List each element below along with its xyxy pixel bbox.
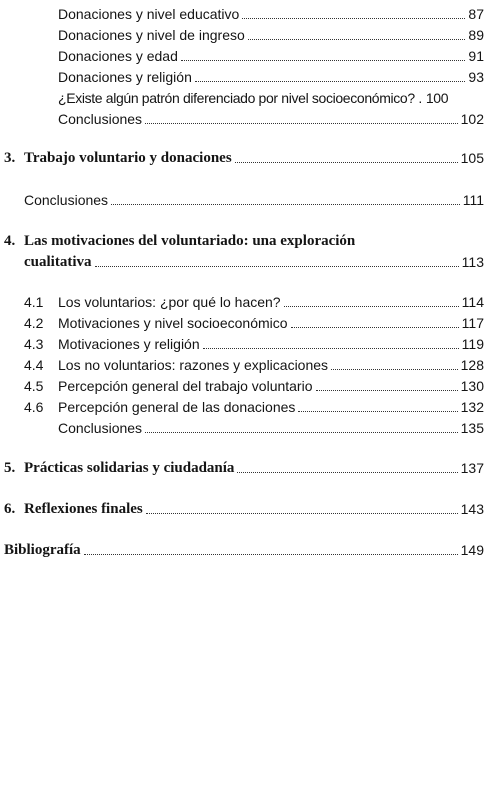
toc-entry-page: 132 (460, 399, 484, 415)
toc-entry-donaciones-edad (58, 47, 484, 65)
toc-entry-label: Las motivaciones del voluntariado: una exploración (24, 233, 356, 249)
toc-entry-label: ¿Existe algún patrón diferenciado por nivel socioeconómico? . (58, 90, 422, 106)
toc-section-number: 4.1 (24, 294, 44, 310)
leader-dots (284, 305, 459, 307)
toc-entry-page: 130 (460, 378, 484, 394)
toc-entry-label: Conclusiones (24, 192, 109, 208)
toc-entry-label: Reflexiones finales (24, 501, 143, 517)
toc-entry-conclusiones (58, 419, 484, 437)
toc-entry-label: cualitativa (24, 254, 92, 270)
toc-entry-label: Bibliografía (4, 542, 81, 558)
toc-entry-label: Donaciones y nivel de ingreso (58, 27, 245, 43)
toc-chapter-number: 3. (4, 150, 16, 166)
toc-entry-page: 128 (460, 357, 484, 373)
toc-entry-label: Los no voluntarios: razones y explicaciones (58, 357, 329, 373)
toc-entry-conclusiones (24, 191, 484, 209)
toc-section-4-1 (24, 293, 484, 311)
toc-section-number: 4.5 (24, 378, 44, 394)
toc-entry-label: Donaciones y nivel educativo (58, 6, 240, 22)
toc-chapter-number: 5. (4, 460, 16, 476)
leader-dots (145, 122, 458, 124)
toc-section-4-5 (24, 377, 484, 395)
toc-entry-page: 91 (468, 48, 484, 64)
toc-entry-label: Prácticas solidarias y ciudadanía (24, 460, 235, 476)
toc-entry-label: Percepción general de las donaciones (58, 399, 296, 415)
toc-entry-patron-socioeconomico (58, 89, 484, 107)
leader-dots (291, 326, 459, 328)
leader-dots (331, 368, 458, 370)
toc-entry-label: Conclusiones (58, 420, 143, 436)
toc-chapter-4-line-1 (4, 232, 355, 250)
leader-dots (242, 17, 465, 19)
toc-entry-page: 117 (461, 315, 484, 331)
toc-entry-label: Motivaciones y nivel socioeconómico (58, 315, 288, 331)
toc-chapter-number: 4. (4, 233, 16, 249)
toc-section-4-3 (24, 335, 484, 353)
toc-chapter-6 (4, 500, 484, 518)
toc-chapter-3 (4, 149, 484, 167)
toc-entry-page: 102 (460, 111, 484, 127)
leader-dots (95, 265, 459, 267)
toc-entry-page: 93 (468, 69, 484, 85)
toc-entry-page: 135 (460, 420, 484, 436)
toc-section-4-2 (24, 314, 484, 332)
toc-entry-page: 87 (468, 6, 484, 22)
toc-entry-conclusiones (58, 110, 484, 128)
toc-entry-page: 89 (468, 27, 484, 43)
toc-entry-label: Percepción general del trabajo voluntario (58, 378, 313, 394)
toc-entry-page: 137 (460, 460, 484, 476)
leader-dots (181, 59, 466, 61)
toc-entry-page: 111 (462, 192, 484, 208)
toc-section-number: 4.3 (24, 336, 44, 352)
toc-entry-label: Conclusiones (58, 111, 143, 127)
leader-dots (298, 410, 457, 412)
toc-entry-label: Los voluntarios: ¿por qué lo hacen? (58, 294, 281, 310)
toc-entry-donaciones-nivel-educativo (58, 5, 484, 23)
toc-chapter-4-line-2 (24, 253, 484, 271)
toc-section-number: 4.4 (24, 357, 44, 373)
toc-entry-donaciones-religion (58, 68, 484, 86)
toc-entry-label: Donaciones y religión (58, 69, 192, 85)
toc-chapter-number: 6. (4, 501, 16, 517)
toc-entry-page: 105 (460, 150, 484, 166)
leader-dots (145, 431, 458, 433)
leader-dots (146, 512, 458, 514)
toc-entry-page: 143 (460, 501, 484, 517)
toc-section-4-4 (24, 356, 484, 374)
toc-entry-page: 113 (461, 254, 484, 270)
toc-entry-donaciones-nivel-ingreso (58, 26, 484, 44)
leader-dots (111, 203, 460, 205)
toc-section-number: 4.6 (24, 399, 44, 415)
leader-dots (248, 38, 466, 40)
toc-bibliografia (4, 541, 484, 559)
leader-dots (203, 347, 459, 349)
leader-dots (237, 471, 457, 473)
leader-dots (195, 80, 466, 82)
toc-entry-label: Trabajo voluntario y donaciones (24, 150, 232, 166)
toc-section-4-6 (24, 398, 484, 416)
toc-chapter-5 (4, 459, 484, 477)
toc-entry-label: Motivaciones y religión (58, 336, 200, 352)
toc-entry-label: Donaciones y edad (58, 48, 178, 64)
toc-entry-page: 149 (460, 542, 484, 558)
leader-dots (316, 389, 458, 391)
toc-entry-page: 100 (425, 90, 449, 106)
toc-section-number: 4.2 (24, 315, 44, 331)
leader-dots (84, 553, 458, 555)
toc-entry-page: 114 (461, 294, 484, 310)
leader-dots (235, 161, 458, 163)
toc-entry-page: 119 (461, 336, 484, 352)
